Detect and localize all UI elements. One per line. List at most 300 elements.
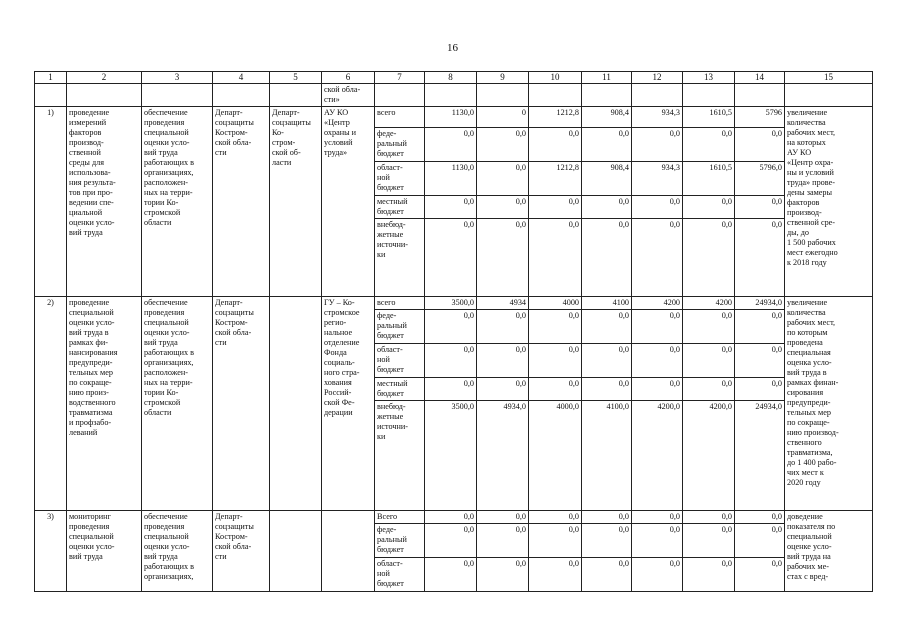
text-line: мониторинг	[69, 512, 111, 521]
funding-value: 0,0	[683, 511, 735, 524]
responsible-executor	[213, 107, 270, 297]
text-line: ской обла-	[324, 85, 361, 94]
text-line: количества	[787, 118, 826, 127]
text-line: рамках финан-	[787, 378, 839, 387]
funding-value: 0,0	[683, 128, 735, 162]
text-line: обеспечение	[144, 108, 188, 117]
text-line: на которых	[787, 138, 826, 147]
text-line: социаль-	[324, 358, 355, 367]
text-line: ральный	[377, 139, 407, 148]
funding-value: 0,0	[477, 511, 529, 524]
text-line: ральный	[377, 535, 407, 544]
text-line: количества	[787, 308, 826, 317]
finance-row	[35, 107, 873, 128]
funding-source	[375, 378, 425, 401]
text-line: ской обла-	[215, 328, 252, 337]
text-line: факторов	[69, 128, 102, 137]
text-line: жетные	[377, 412, 404, 421]
text-line: чих мест к	[787, 468, 824, 477]
funding-value: 1212,8	[529, 107, 582, 128]
funding-value: 1130,0	[425, 107, 477, 128]
funding-value: 24934,0	[735, 297, 785, 310]
funding-value: 0,0	[529, 310, 582, 344]
text-line: ных на терри-	[144, 378, 193, 387]
funding-value: 0,0	[477, 162, 529, 196]
funding-source	[375, 162, 425, 196]
participant	[322, 297, 375, 511]
funding-value: 0,0	[529, 344, 582, 378]
text-line: организациях,	[144, 168, 194, 177]
funding-value: 0,0	[529, 196, 582, 219]
funding-value: 4934,0	[477, 401, 529, 511]
text-line: производ-	[69, 138, 104, 147]
text-line: нию произ-	[69, 388, 109, 397]
column-number: 10	[529, 72, 582, 84]
column-number: 13	[683, 72, 735, 84]
text-line: рабочих мест,	[787, 128, 836, 137]
funding-value: 0,0	[477, 344, 529, 378]
text-line: до 1 400 рабо-	[787, 458, 837, 467]
funding-value: 0,0	[735, 310, 785, 344]
text-line: Ко-	[272, 128, 284, 137]
funding-value: 0,0	[735, 511, 785, 524]
funding-value: 4200,0	[632, 401, 683, 511]
text-line: факторов	[787, 198, 820, 207]
text-line: ной	[377, 173, 390, 182]
text-line: тов при про-	[69, 188, 113, 197]
text-line: охраны и	[324, 128, 357, 137]
text-line: дены замеры	[787, 188, 833, 197]
column-number: 2	[67, 72, 142, 84]
text-line: внебюд-	[377, 220, 406, 229]
funding-value: 0,0	[425, 219, 477, 297]
funding-value: 0,0	[735, 558, 785, 592]
funding-value: 0,0	[582, 128, 632, 162]
funding-value: 0,0	[735, 344, 785, 378]
text-line: регио-	[324, 318, 347, 327]
text-line: проведения	[144, 308, 185, 317]
text-line: оценки усло-	[69, 218, 115, 227]
text-line: увеличение	[787, 108, 828, 117]
text-line: оценка усло-	[787, 358, 832, 367]
text-line: феде-	[377, 525, 397, 534]
text-line: ской обла-	[215, 542, 252, 551]
text-line: АУ КО	[324, 108, 349, 117]
text-line: области	[144, 218, 172, 227]
text-line: мест ежегодно	[787, 248, 838, 257]
text-line: област-	[377, 559, 403, 568]
funding-value: 0,0	[529, 511, 582, 524]
funding-value: 0,0	[683, 310, 735, 344]
funding-value: 0,0	[632, 196, 683, 219]
text-line: Департ-	[215, 298, 243, 307]
finance-row	[35, 511, 873, 524]
text-line: «Центр	[324, 118, 350, 127]
funding-source	[375, 310, 425, 344]
text-line: бюджет	[377, 389, 404, 398]
continuation-row	[35, 84, 873, 107]
finance-row	[35, 297, 873, 310]
funding-value: 0,0	[477, 219, 529, 297]
measure-name	[67, 297, 142, 511]
text-line: оценки усло-	[144, 328, 190, 337]
column-number: 14	[735, 72, 785, 84]
text-line: ственной	[69, 148, 101, 157]
measure-name	[67, 107, 142, 297]
text-line: вий труда на	[787, 552, 831, 561]
funding-value: 908,4	[582, 162, 632, 196]
text-line: рамках фи-	[69, 338, 108, 347]
text-line: ной	[377, 569, 390, 578]
funding-value: 0,0	[632, 511, 683, 524]
text-line: Костром-	[215, 532, 248, 541]
funding-value: 1610,5	[683, 107, 735, 128]
text-line: оценки усло-	[69, 542, 115, 551]
text-line: бюджет	[377, 579, 404, 588]
text-line: вий труда в	[787, 368, 827, 377]
text-line: специальная	[787, 348, 831, 357]
funding-source	[375, 558, 425, 592]
funding-value: 0,0	[582, 524, 632, 558]
text-line: и профзабо-	[69, 418, 112, 427]
funding-value: 0,0	[735, 196, 785, 219]
text-line: 1 500 рабочих	[787, 238, 836, 247]
text-line: показателя по	[787, 522, 836, 531]
funding-value: 0,0	[735, 128, 785, 162]
column-number: 8	[425, 72, 477, 84]
text-line: использова-	[69, 168, 111, 177]
text-line: ки	[377, 432, 386, 441]
funding-value: 934,3	[632, 107, 683, 128]
funding-source	[375, 107, 425, 128]
text-line: внебюд-	[377, 402, 406, 411]
text-line: отделение	[324, 338, 360, 347]
text-line: источни-	[377, 240, 408, 249]
text-line: водственного	[69, 398, 116, 407]
text-line: тории Ко-	[144, 198, 179, 207]
text-line: леваний	[69, 428, 98, 437]
text-line: соцзащиты	[215, 308, 254, 317]
text-line: ного стра-	[324, 368, 360, 377]
text-line: ласти	[272, 158, 292, 167]
funding-value: 4000,0	[529, 401, 582, 511]
column-number: 3	[142, 72, 213, 84]
measure-purpose	[142, 297, 213, 511]
funding-source	[375, 196, 425, 219]
column-number: 5	[270, 72, 322, 84]
funding-value: 1610,5	[683, 162, 735, 196]
text-line: ственной сре-	[787, 218, 836, 227]
funding-value: 0,0	[425, 511, 477, 524]
measure-purpose	[142, 511, 213, 592]
text-line: жетные	[377, 230, 404, 239]
text-line: циальной	[69, 208, 103, 217]
column-number: 11	[582, 72, 632, 84]
text-line: предупреди-	[69, 358, 113, 367]
funding-source	[375, 219, 425, 297]
text-line: стромской	[144, 208, 181, 217]
text-line: Костром-	[215, 128, 248, 137]
page-number: 16	[447, 42, 458, 54]
funding-value: 1212,8	[529, 162, 582, 196]
text-line: Костром-	[215, 318, 248, 327]
text-line: оценке усло-	[787, 542, 832, 551]
text-line: тории Ко-	[144, 388, 179, 397]
text-line: рабочих ме-	[787, 562, 829, 571]
text-line: вий труда	[144, 148, 178, 157]
funding-value: 3500,0	[425, 297, 477, 310]
text-line: Департ-	[215, 108, 243, 117]
text-line: области	[144, 408, 172, 417]
text-line: ны и условий	[787, 168, 834, 177]
funding-value: 0	[477, 107, 529, 128]
text-line: специальной	[787, 532, 832, 541]
funding-value: 3500,0	[425, 401, 477, 511]
text-line: организациях,	[144, 358, 194, 367]
text-line: специальной	[144, 532, 189, 541]
funding-value: 0,0	[425, 128, 477, 162]
text-line: ки	[377, 250, 386, 259]
column-number: 15	[785, 72, 873, 84]
funding-value: 0,0	[735, 219, 785, 297]
funding-value: 0,0	[529, 558, 582, 592]
funding-value: 0,0	[632, 558, 683, 592]
funding-value: 5796	[735, 107, 785, 128]
text-line: ды, до	[787, 228, 810, 237]
text-line: предупреди-	[787, 398, 831, 407]
text-line: обеспечение	[144, 298, 188, 307]
text-line: ральный	[377, 321, 407, 330]
text-line: дерации	[324, 408, 353, 417]
text-line: област-	[377, 345, 403, 354]
expected-result	[785, 107, 873, 297]
text-line: измерений	[69, 118, 107, 127]
expected-result	[785, 297, 873, 511]
column-number: 9	[477, 72, 529, 84]
text-line: ния результа-	[69, 178, 116, 187]
funding-value: 4100,0	[582, 401, 632, 511]
text-line: вий труда	[144, 552, 178, 561]
text-line: сирования	[787, 388, 824, 397]
text-line: по сокраще-	[787, 418, 830, 427]
continuation-participant	[322, 84, 375, 107]
column-number: 1	[35, 72, 67, 84]
funding-value: 0,0	[683, 378, 735, 401]
funding-value: 0,0	[683, 344, 735, 378]
funding-source	[375, 344, 425, 378]
text-line: вий труда	[69, 228, 103, 237]
funding-source	[375, 128, 425, 162]
text-line: оценки усло-	[144, 138, 190, 147]
funding-value: 0,0	[529, 378, 582, 401]
text-line: бюджет	[377, 365, 404, 374]
funding-value: 0,0	[425, 558, 477, 592]
co-executor	[270, 107, 322, 297]
text-line: проведения	[69, 522, 110, 531]
funding-value: 0,0	[582, 196, 632, 219]
funding-source	[375, 524, 425, 558]
text-line: ской Фе-	[324, 398, 355, 407]
funding-value: 0,0	[735, 378, 785, 401]
text-line: вий труда	[69, 552, 103, 561]
funding-value: 0,0	[529, 128, 582, 162]
responsible-executor	[213, 297, 270, 511]
text-line: сти»	[324, 95, 340, 104]
text-line: увеличение	[787, 298, 828, 307]
text-line: труда»	[324, 148, 348, 157]
text-line: ской обла-	[215, 138, 252, 147]
text-line: проведения	[144, 118, 185, 127]
funding-value: 0,0	[425, 310, 477, 344]
funding-source	[375, 401, 425, 511]
text-line: работающих в	[144, 158, 195, 167]
funding-value: 0,0	[425, 196, 477, 219]
funding-value: 4100	[582, 297, 632, 310]
measure-name	[67, 511, 142, 592]
funding-value: 0,0	[477, 524, 529, 558]
funding-value: 0,0	[425, 344, 477, 378]
text-line: оценки усло-	[69, 318, 115, 327]
participant	[322, 107, 375, 297]
text-line: труда» прове-	[787, 178, 835, 187]
funding-value: 1130,0	[425, 162, 477, 196]
text-line: проведения	[144, 522, 185, 531]
text-line: област-	[377, 163, 403, 172]
funding-value: 4200	[632, 297, 683, 310]
text-line: доведение	[787, 512, 823, 521]
text-line: бюджет	[377, 207, 404, 216]
text-line: Фонда	[324, 348, 347, 357]
row-number: 3)	[35, 511, 67, 592]
funding-value: 0,0	[582, 310, 632, 344]
funding-value: 0,0	[582, 344, 632, 378]
funding-value: 0,0	[582, 558, 632, 592]
text-line: бюджет	[377, 545, 404, 554]
row-number: 2)	[35, 297, 67, 511]
responsible-executor	[213, 511, 270, 592]
text-line: местный	[377, 379, 408, 388]
text-line: феде-	[377, 311, 397, 320]
column-number: 6	[322, 72, 375, 84]
text-line: обеспечение	[144, 512, 188, 521]
funding-value: 0,0	[529, 219, 582, 297]
text-line: сти	[215, 148, 227, 157]
text-line: расположен-	[144, 178, 188, 187]
text-line: тельных мер	[787, 408, 831, 417]
funding-value: 0,0	[632, 219, 683, 297]
text-line: проведение	[69, 108, 110, 117]
text-line: специальной	[69, 308, 114, 317]
funding-value: 0,0	[425, 378, 477, 401]
funding-value: 0,0	[582, 378, 632, 401]
text-line: Департ-	[215, 512, 243, 521]
text-line: феде-	[377, 129, 397, 138]
text-line: бюджет	[377, 331, 404, 340]
column-number: 12	[632, 72, 683, 84]
funding-value: 0,0	[632, 310, 683, 344]
text-line: бюджет	[377, 149, 404, 158]
funding-value: 0,0	[683, 524, 735, 558]
text-line: ных на терри-	[144, 188, 193, 197]
text-line: ственного	[787, 438, 822, 447]
funding-value: 0,0	[477, 558, 529, 592]
text-line: работающих в	[144, 562, 195, 571]
text-line: по сокраще-	[69, 378, 112, 387]
text-line: специальной	[144, 318, 189, 327]
funding-value: 0,0	[529, 524, 582, 558]
funding-value: 0,0	[425, 524, 477, 558]
text-line: сти	[215, 552, 227, 561]
text-line: нансирования	[69, 348, 118, 357]
text-line: травматизма,	[787, 448, 833, 457]
text-line: сти	[215, 338, 227, 347]
text-line: Департ-	[272, 108, 300, 117]
funding-value: 0,0	[477, 310, 529, 344]
text-line: Россий-	[324, 388, 352, 397]
text-line: работающих в	[144, 348, 195, 357]
text-line: стромское	[324, 308, 360, 317]
text-line: вий труда в	[69, 328, 109, 337]
funding-value: 0,0	[683, 219, 735, 297]
text-line: стах с вред-	[787, 572, 829, 581]
funding-value: 5796,0	[735, 162, 785, 196]
co-executor	[270, 511, 322, 592]
funding-value: 0,0	[683, 196, 735, 219]
text-line: нальное	[324, 328, 353, 337]
text-line: местный	[377, 197, 408, 206]
text-line: Всего	[377, 512, 398, 521]
funding-value: 4000	[529, 297, 582, 310]
funding-value: 0,0	[632, 378, 683, 401]
text-line: условий	[324, 138, 353, 147]
text-line: соцзащиты	[272, 118, 311, 127]
funding-value: 4200,0	[683, 401, 735, 511]
funding-value: 0,0	[582, 511, 632, 524]
text-line: стромской	[144, 398, 181, 407]
text-line: стром-	[272, 138, 296, 147]
text-line: организациях,	[144, 572, 194, 581]
text-line: специальной	[144, 128, 189, 137]
text-line: ГУ – Ко-	[324, 298, 355, 307]
funding-value: 4934	[477, 297, 529, 310]
text-line: специальной	[69, 532, 114, 541]
column-number: 4	[213, 72, 270, 84]
funding-value: 0,0	[477, 378, 529, 401]
measure-purpose	[142, 107, 213, 297]
funding-source	[375, 511, 425, 524]
text-line: нию производ-	[787, 428, 839, 437]
text-line: всего	[377, 108, 396, 117]
text-line: расположен-	[144, 368, 188, 377]
text-line: ной	[377, 355, 390, 364]
text-line: АУ КО	[787, 148, 812, 157]
text-line: «Центр охра-	[787, 158, 834, 167]
program-measures-table	[34, 71, 873, 592]
text-line: вий труда	[144, 338, 178, 347]
text-line: хования	[324, 378, 352, 387]
text-line: оценки усло-	[144, 542, 190, 551]
column-number: 7	[375, 72, 425, 84]
text-line: бюджет	[377, 183, 404, 192]
text-line: к 2018 году	[787, 258, 827, 267]
text-line: среды для	[69, 158, 104, 167]
funding-value: 0,0	[632, 524, 683, 558]
text-line: соцзащиты	[215, 522, 254, 531]
participant	[322, 511, 375, 592]
funding-value: 908,4	[582, 107, 632, 128]
column-number-row	[35, 72, 873, 84]
funding-value: 0,0	[683, 558, 735, 592]
